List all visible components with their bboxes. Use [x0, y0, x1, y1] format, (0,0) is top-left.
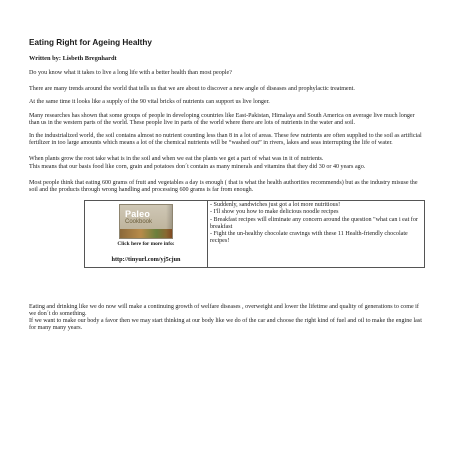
paragraph-welfare-diseases: Eating and drinking like we do now will make a continuing growth of welfare diseases , overweight and lower the lifetime and quality of generations to come if we don´t do something. — [29, 303, 419, 317]
paragraph-car-metaphor: If we want to make our body a favor then we may start thinking at our body like we do of the car and choose the right kind of fuel and oil to make the engine last for many many years. — [29, 318, 422, 332]
paleo-cookbook-cover-image[interactable] — [119, 204, 173, 239]
paragraph-trends: There are many trends around the world that tells us that we are about to discover a new angle of diseases and prophylactic treatment. — [29, 86, 355, 93]
paragraph-600-grams: Most people think that eating 600 grams of fruit and vegetables a day is enough ( that is what the health authorities recommends) but as the industry misuse the soil and the products through wrong handling and processing 600 grams is far from enough. — [29, 179, 418, 194]
paragraph-plants: When plants grow the root take what is in the soil and when we eat the plants we get a part of what was in it of nutrients. — [29, 156, 324, 163]
intro-paragraph: Do you know what it takes to live a long life with a better health than most people? — [29, 70, 232, 76]
promo-bullet: - Breakfast recipes will eliminate any concern around the question "what can i eat for breakfast — [210, 216, 418, 230]
cover-food-photo — [120, 229, 172, 238]
promo-bullet: - Fight the un-healthy chocolate cravings with these 11 Health-friendly chocolate recipes! — [210, 231, 408, 245]
promo-bullet: - I'll show you how to make delicious noodle recipes — [210, 209, 339, 216]
paragraph-basis-food: This means that our basis food like corn, grain and potatoes don´t contain as many minerals and vitamins that they did 30 or 40 years ago. — [29, 163, 366, 170]
paragraph-research: Many researches has shown that some groups of people in developing countries like East-Pakistan, Himalaya and South America on average live much longer than us in the western parts of the world. These people live in parts of the world where there are lots of nutrients in the water and soil. — [29, 112, 415, 126]
article — [29, 38, 425, 332]
cover-subtitle: Cookbook — [125, 219, 153, 226]
promo-image-cell — [85, 201, 208, 267]
paragraph-soil: In the industrialized world, the soil contains almost no nutrient counting less than 8 in a lot of areas. These few nutrients are often supplied to the soil as artificial fertilizer in too large amounts which means a lot of the chemical nutrients will be “washed out” in rivers, lakes and seas interrupting the life of water. — [29, 133, 422, 147]
click-here-label: Click here for more info: — [117, 241, 175, 248]
promo-bullets-cell — [208, 201, 425, 267]
article-title: Eating Right for Ageing Healthy — [29, 38, 152, 47]
promo-link[interactable]: http://tinyurl.com/yj5cjun — [111, 255, 181, 263]
promo-bullet: - Suddenly, sandwiches just got a lot more nutritious! — [210, 202, 341, 209]
author-line: Written by: Lisbeth Bregnhardt — [29, 55, 117, 62]
promo-table — [84, 200, 425, 267]
paragraph-nutrients: At the same time it looks like a supply of the 90 vital bricks of nutrients can support us live longer. — [29, 99, 270, 106]
cover-title: Paleo — [125, 209, 151, 220]
